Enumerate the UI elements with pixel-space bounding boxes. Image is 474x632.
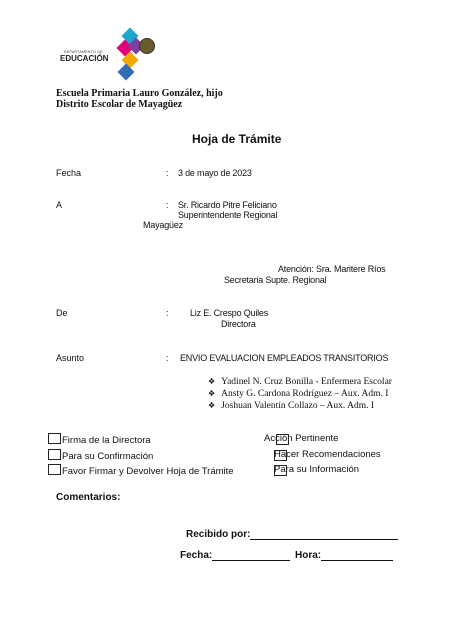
recipient-title: Superintendente Regional [178, 210, 278, 220]
recipient-name: Sr. Ricardo Pitre Feliciano [178, 200, 277, 210]
employee-text: Yadinel N. Cruz Bonilla - Enfermera Escolar [221, 377, 392, 387]
logo-small-text: DEPARTAMENTO DE [64, 50, 103, 54]
fecha-hora-row [180, 549, 393, 561]
sender-name: Liz E. Crespo Quiles [190, 308, 269, 318]
a-label: A [56, 200, 63, 210]
checkbox[interactable] [48, 433, 61, 444]
comentarios-label: Comentarios: [56, 492, 121, 503]
logo-big-text: EDUCACIÓN [60, 54, 109, 63]
employee-list-item [208, 401, 374, 411]
de-separator: : [166, 308, 169, 318]
checklist-item-accion[interactable] [264, 433, 338, 444]
sender-title: Directora [221, 319, 256, 329]
recibido-label: Recibido por: [186, 529, 251, 540]
recibido-row [186, 528, 398, 540]
asunto-separator: : [166, 353, 169, 363]
page-title: Hoja de Trámite [192, 132, 282, 146]
checklist-item-firma[interactable] [48, 433, 151, 446]
fecha2-label: Fecha: [180, 550, 213, 561]
checklist-item-recomendaciones[interactable] [274, 449, 381, 460]
attention-line: Atención: Sra. Maritere Ríos [278, 264, 386, 274]
fecha-separator: : [166, 168, 169, 178]
asunto-value: ENVIO EVALUACION EMPLEADOS TRANSITORIOS [180, 353, 389, 363]
a-separator: : [166, 200, 169, 210]
logo-emblem [116, 24, 156, 82]
checkbox[interactable] [48, 464, 61, 475]
recipient-city: Mayagüez [143, 220, 183, 230]
checkbox[interactable] [276, 434, 289, 445]
fecha-value: 3 de mayo de 2023 [178, 168, 252, 178]
checklist-label: Hacer Recomendaciones [274, 449, 381, 460]
hora-line[interactable] [321, 549, 393, 561]
school-name: Escuela Primaria Lauro González, hijo [56, 88, 223, 99]
checklist-label: Acción Pertinente [264, 433, 339, 444]
checkbox[interactable] [274, 450, 287, 461]
checkbox[interactable] [274, 465, 287, 476]
de-label: De [56, 308, 68, 318]
employee-text: Ansty G. Cardona Rodríguez – Aux. Adm. I [221, 389, 389, 399]
fecha2-line[interactable] [212, 549, 290, 561]
recibido-line[interactable] [250, 528, 398, 540]
employee-list-item [208, 377, 392, 387]
department-logo [60, 24, 160, 84]
checklist-label: Firma de la Directora [62, 435, 151, 446]
employee-text: Joshuan Valentín Collazo – Aux. Adm. I [221, 401, 375, 411]
checkbox[interactable] [48, 449, 61, 460]
diamond-bullet-icon: ❖ [208, 389, 216, 398]
diamond-bullet-icon: ❖ [208, 401, 216, 410]
diamond-bullet-icon: ❖ [208, 377, 216, 386]
checklist-item-confirmacion[interactable] [48, 449, 153, 462]
checklist-item-favor-firmar[interactable] [48, 464, 234, 477]
checklist-item-informacion[interactable] [274, 464, 359, 475]
checklist-label: Para su Información [274, 464, 360, 475]
asunto-label: Asunto [56, 353, 85, 363]
hora-label: Hora: [295, 550, 322, 561]
checklist-label: Para su Confirmación [62, 451, 154, 462]
school-district: Distrito Escolar de Mayagüez [56, 99, 183, 110]
employee-list-item [208, 389, 388, 399]
attention-title: Secretaria Supte. Regional [224, 275, 327, 285]
checklist-label: Favor Firmar y Devolver Hoja de Trámite [62, 466, 234, 477]
fecha-label: Fecha [56, 168, 82, 178]
